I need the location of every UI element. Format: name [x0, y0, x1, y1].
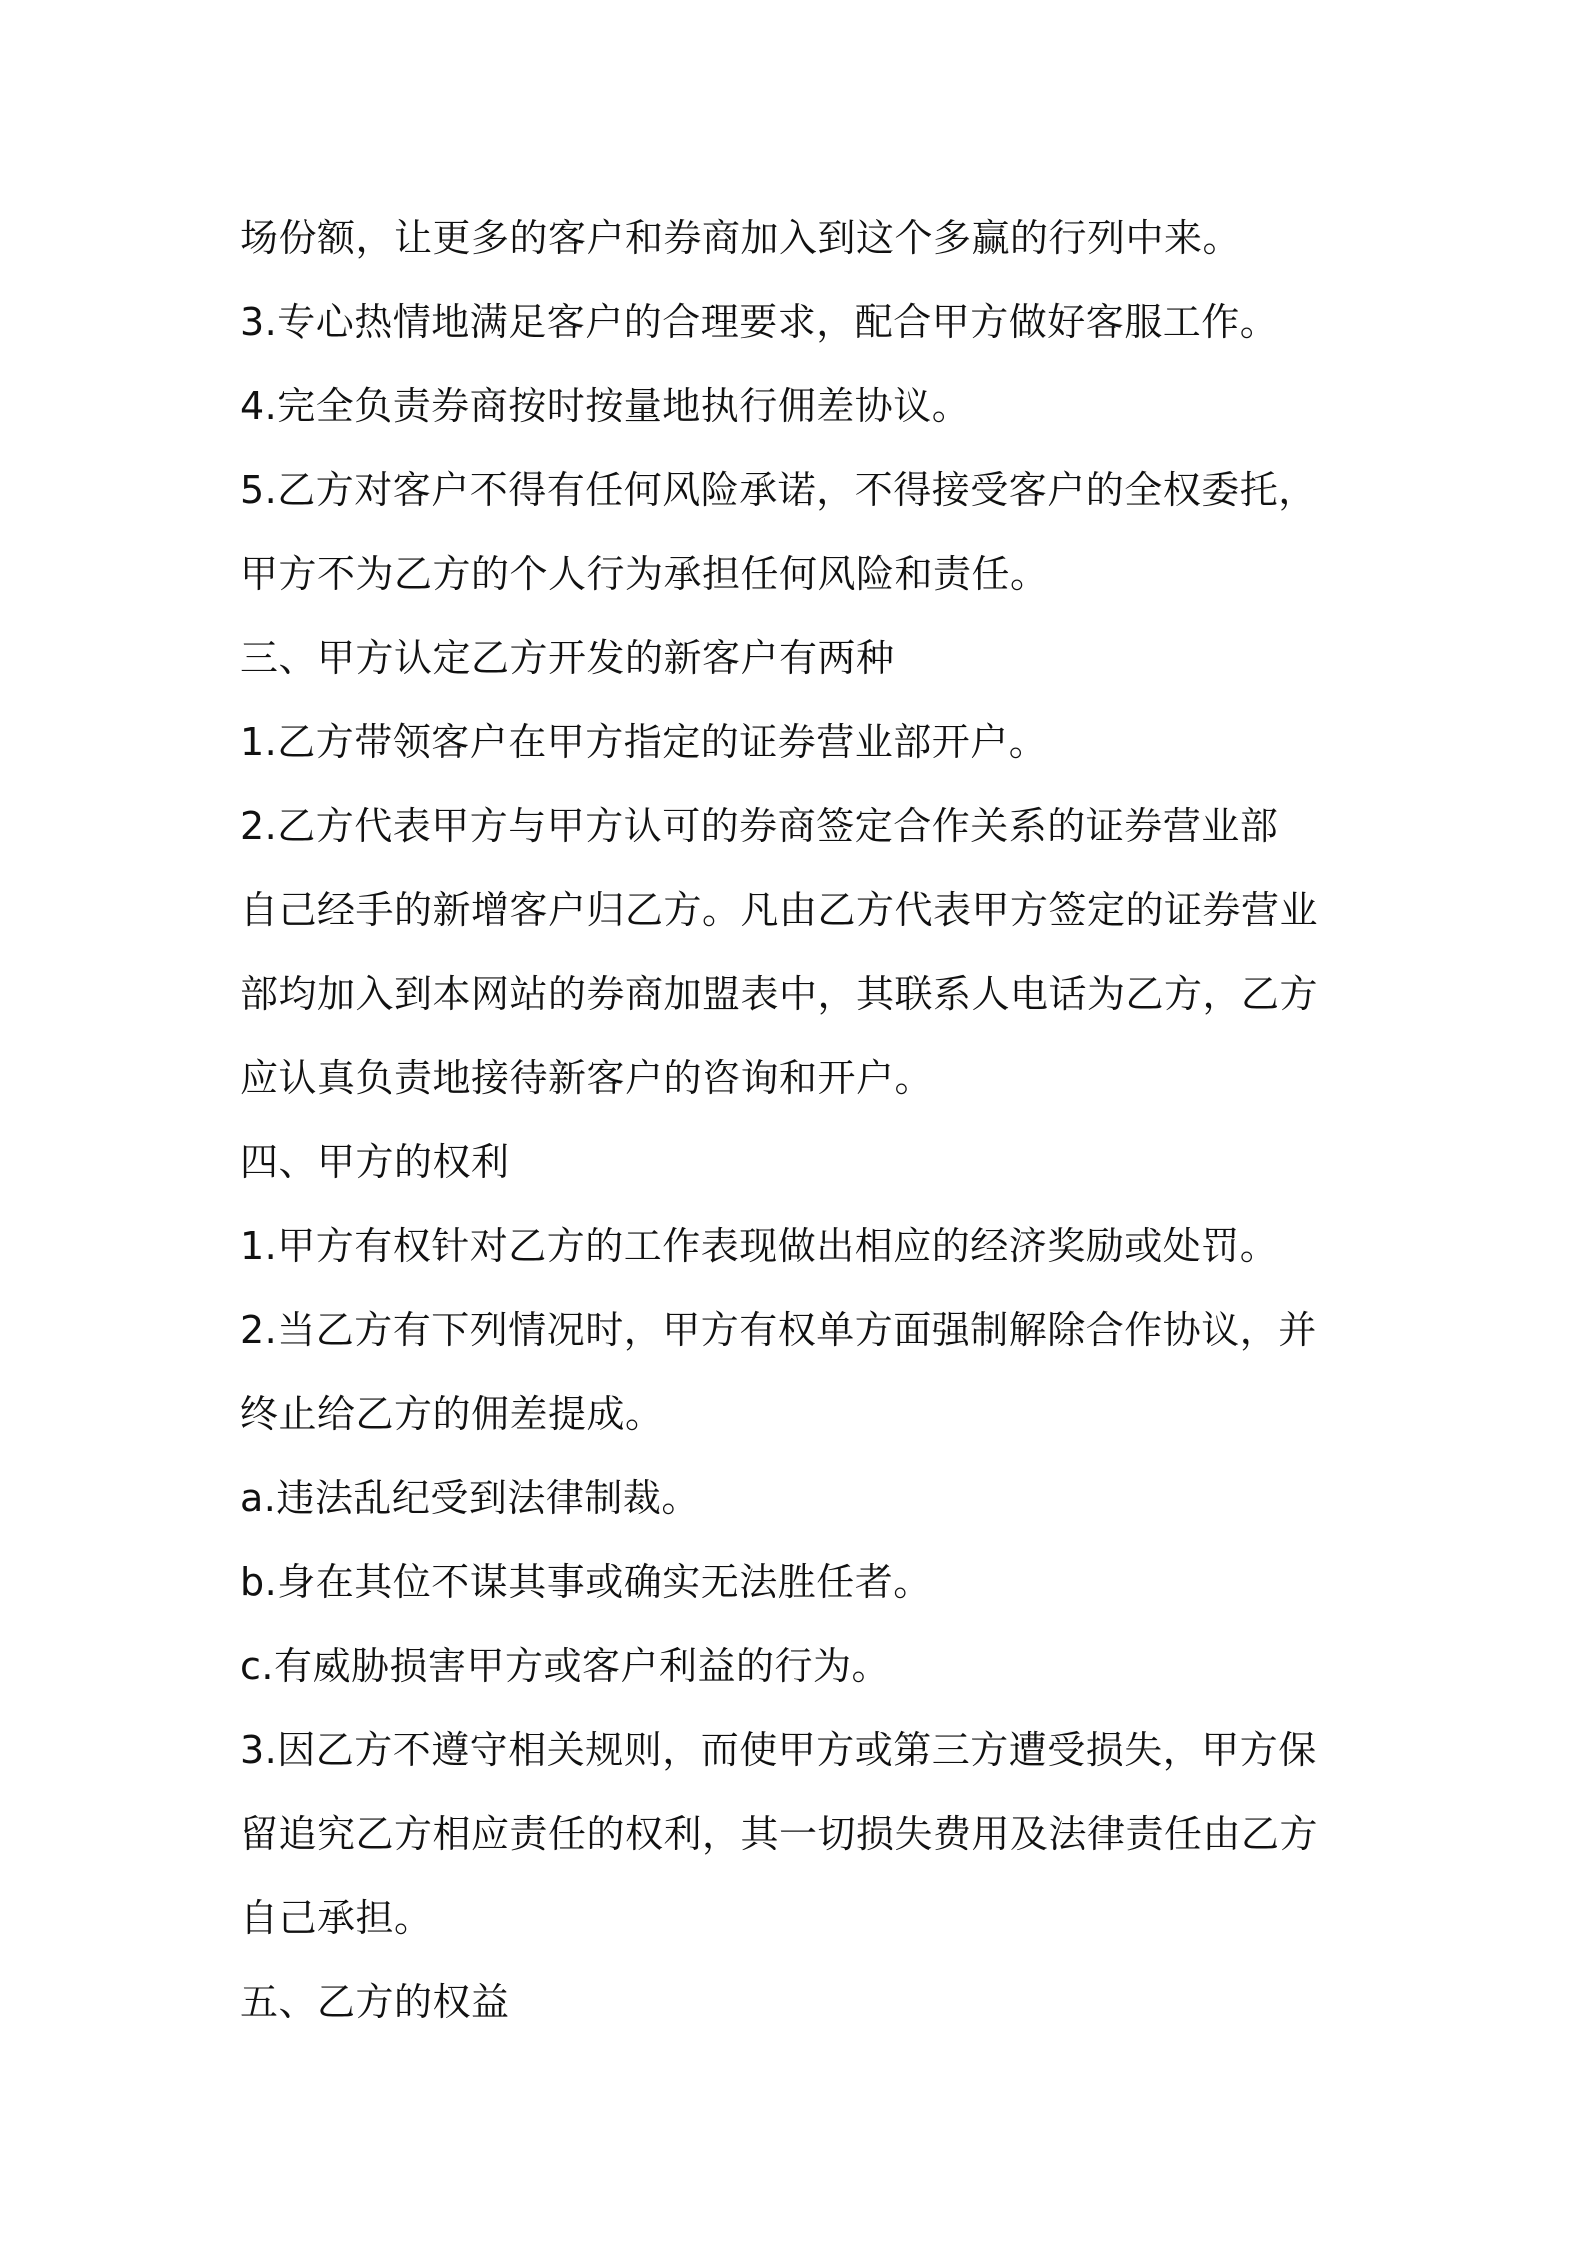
- text-line: 3.因乙方不遵守相关规则，而使甲方或第三方遭受损失，甲方保: [240, 1728, 1317, 1772]
- section-heading: 五、乙方的权益: [240, 1980, 510, 2024]
- document-body: [240, 196, 1360, 2044]
- text-line: 1.甲方有权针对乙方的工作表现做出相应的经济奖励或处罚。: [240, 1224, 1279, 1268]
- text-line: 终止给乙方的佣差提成。: [240, 1392, 664, 1436]
- text-line: 5.乙方对客户不得有任何风险承诺，不得接受客户的全权委托，: [240, 468, 1317, 512]
- text-line: 自己承担。: [240, 1896, 433, 1940]
- section-heading: 三、甲方认定乙方开发的新客户有两种: [240, 636, 895, 680]
- text-line: c.有威胁损害甲方或客户利益的行为。: [240, 1644, 890, 1688]
- text-line: 应认真负责地接待新客户的咨询和开户。: [240, 1056, 934, 1100]
- text-line: 3.专心热情地满足客户的合理要求，配合甲方做好客服工作。: [240, 300, 1279, 344]
- text-line: 甲方不为乙方的个人行为承担任何风险和责任。: [240, 552, 1049, 596]
- text-line: 4.完全负责券商按时按量地执行佣差协议。: [240, 384, 971, 428]
- text-line: 留追究乙方相应责任的权利，其一切损失费用及法律责任由乙方: [240, 1812, 1319, 1856]
- section-heading: 四、甲方的权利: [240, 1140, 510, 1184]
- text-line: a.违法乱纪受到法律制裁。: [240, 1476, 700, 1520]
- text-line: 1.乙方带领客户在甲方指定的证券营业部开户。: [240, 720, 1048, 764]
- text-line: 自己经手的新增客户归乙方。凡由乙方代表甲方签定的证券营业: [240, 888, 1319, 932]
- text-line: 2.当乙方有下列情况时，甲方有权单方面强制解除合作协议，并: [240, 1308, 1317, 1352]
- text-line: 场份额，让更多的客户和券商加入到这个多赢的行列中来。: [240, 216, 1242, 260]
- text-line: b.身在其位不谋其事或确实无法胜任者。: [240, 1560, 932, 1604]
- text-line: 部均加入到本网站的券商加盟表中，其联系人电话为乙方，乙方: [240, 972, 1319, 1016]
- text-line: 2.乙方代表甲方与甲方认可的券商签定合作关系的证券营业部: [240, 804, 1279, 848]
